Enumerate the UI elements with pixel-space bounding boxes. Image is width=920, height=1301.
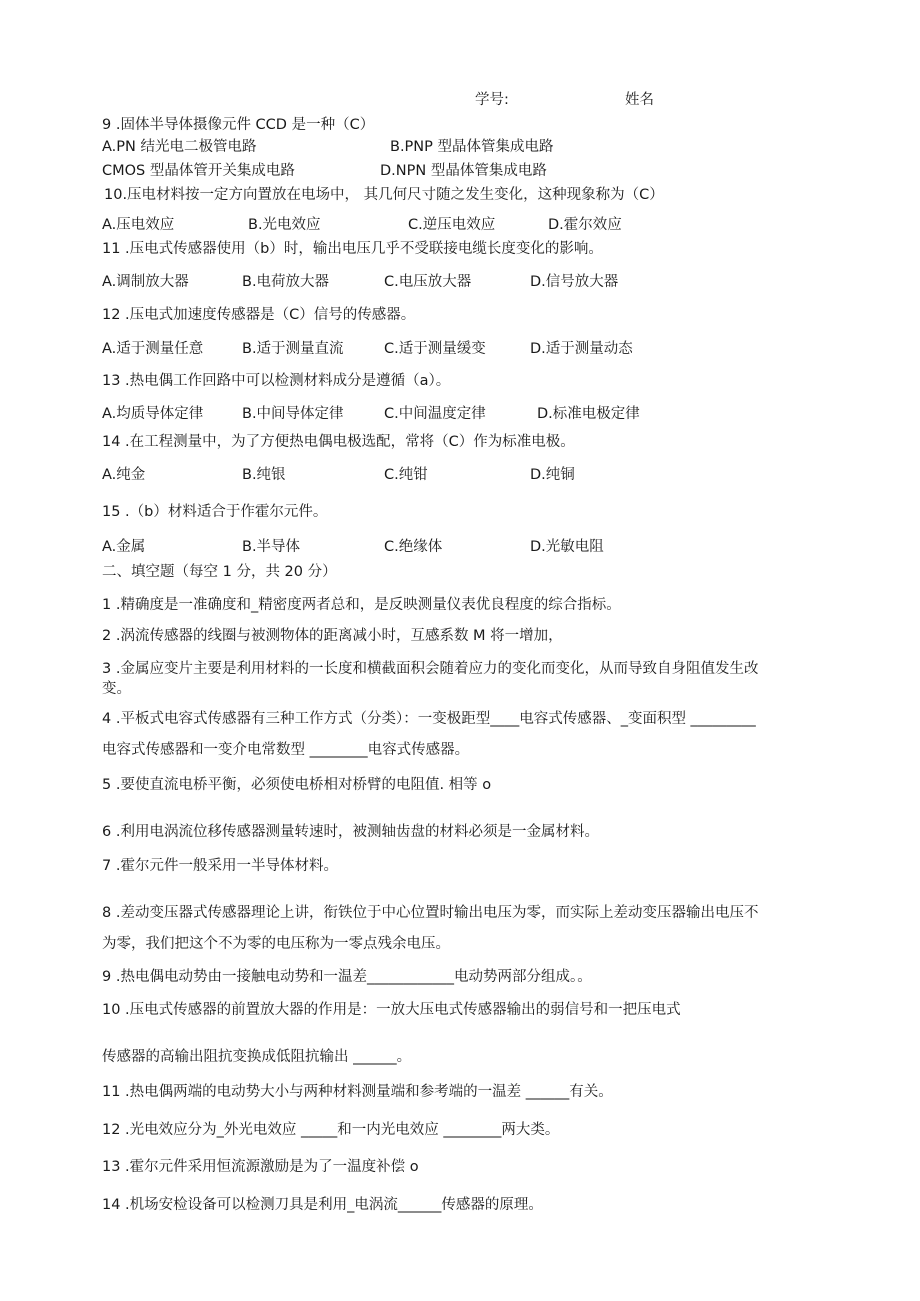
answer-option: D.纯铜 — [530, 467, 575, 483]
student-id-label: 学号: — [475, 92, 509, 108]
name-label: 姓名 — [625, 92, 654, 108]
answer-option: C.逆压电效应 — [408, 217, 496, 233]
question-text: 9 .热电偶电动势由一接触电动势和一温差____________电动势两部分组成。。 — [102, 969, 592, 985]
answer-option: A.均质导体定律 — [102, 406, 204, 422]
question-text: 3 .金属应变片主要是利用材料的一长度和横截面积会随着应力的变化而变化，从而导致自身阻值发生改 — [102, 661, 759, 677]
answer-option: A.PN 结光电二极管电路 — [102, 139, 257, 155]
question-text: 9 .固体半导体摄像元件 CCD 是一种（C） — [102, 117, 375, 133]
question-text: 12 .压电式加速度传感器是（C）信号的传感器。 — [102, 307, 416, 323]
answer-option: B.中间导体定律 — [242, 406, 344, 422]
question-text: 7 .霍尔元件一般采用一半导体材料。 — [102, 858, 338, 874]
answer-option: C.电压放大器 — [384, 274, 472, 290]
answer-option: A.金属 — [102, 539, 146, 555]
answer-option: A.纯金 — [102, 467, 146, 483]
question-text: 8 .差动变压器式传感器理论上讲，衔铁位于中心位置时输出电压为零，而实际上差动变压器输出电压不 — [102, 905, 759, 921]
answer-option: D.霍尔效应 — [548, 217, 622, 233]
answer-option: D.信号放大器 — [530, 274, 619, 290]
answer-option: C.中间温度定律 — [384, 406, 486, 422]
question-text: 5 .要使直流电桥平衡，必须使电桥相对桥臂的电阻值. 相等 o — [102, 777, 492, 793]
question-text: 13 .热电偶工作回路中可以检测材料成分是遵循（a）。 — [102, 373, 451, 389]
question-text: 12 .光电效应分为_外光电效应 _____和一内光电效应 ________两大类。 — [102, 1122, 560, 1138]
answer-option: B.光电效应 — [248, 217, 321, 233]
question-text: 11 .热电偶两端的电动势大小与两种材料测量端和参考端的一温差 ______有关。 — [102, 1084, 613, 1100]
question-text: 1 .精确度是一准确度和_精密度两者总和，是反映测量仪表优良程度的综合指标。 — [102, 597, 621, 613]
answer-option: B.PNP 型晶体管集成电路 — [390, 139, 554, 155]
answer-option: D.适于测量动态 — [530, 341, 633, 357]
answer-option: B.适于测量直流 — [242, 341, 344, 357]
question-text: 15 .（b）材料适合于作霍尔元件。 — [102, 504, 328, 520]
question-text: 传感器的高输出阻抗变换成低阻抗输出 ______。 — [102, 1049, 412, 1065]
question-text: 二、填空题（每空 1 分，共 20 分） — [102, 564, 337, 580]
question-text: 电容式传感器和一变介电常数型 ________电容式传感器。 — [102, 742, 470, 758]
question-text: 变。 — [102, 681, 131, 697]
answer-option: C.纯钳 — [384, 467, 428, 483]
question-text: 14 .在工程测量中，为了方便热电偶电极选配，常将（C）作为标准电极。 — [102, 434, 575, 450]
answer-option: B.电荷放大器 — [242, 274, 330, 290]
answer-option: D.NPN 型晶体管集成电路 — [380, 163, 547, 179]
answer-option: C.适于测量缓变 — [384, 341, 486, 357]
answer-option: CMOS 型晶体管开关集成电路 — [102, 163, 295, 179]
answer-option: A.适于测量任意 — [102, 341, 204, 357]
answer-option: B.纯银 — [242, 467, 286, 483]
question-text: 13 .霍尔元件采用恒流源激励是为了一温度补偿 o — [102, 1159, 419, 1175]
answer-option: D.光敏电阻 — [530, 539, 604, 555]
answer-option: C.绝缘体 — [384, 539, 443, 555]
question-text: 4 .平板式电容式传感器有三种工作方式（分类）：一变极距型____电容式传感器、_变面积型 _________ — [102, 711, 756, 727]
answer-option: D.标准电极定律 — [537, 406, 640, 422]
question-text: 2 .涡流传感器的线圈与被测物体的距离减小时，互感系数 M 将一增加， — [102, 628, 563, 644]
question-text: 14 .机场安检设备可以检测刀具是利用_电涡流______传感器的原理。 — [102, 1197, 543, 1213]
answer-option: A.调制放大器 — [102, 274, 189, 290]
answer-option: B.半导体 — [242, 539, 301, 555]
answer-option: A.压电效应 — [102, 217, 175, 233]
question-text: 为零，我们把这个不为零的电压称为一零点残余电压。 — [102, 936, 450, 952]
question-text: 10 .压电式传感器的前置放大器的作用是：一放大压电式传感器输出的弱信号和一把压电式 — [102, 1002, 681, 1018]
question-text: 11 .压电式传感器使用（b）时，输出电压几乎不受联接电缆长度变化的影响。 — [102, 241, 603, 257]
question-text: 6 .利用电涡流位移传感器测量转速时，被测轴齿盘的材料必须是一金属材料。 — [102, 824, 599, 840]
question-text: 10.压电材料按一定方向置放在电场中， 其几何尺寸随之发生变化，这种现象称为（C） — [104, 187, 664, 203]
